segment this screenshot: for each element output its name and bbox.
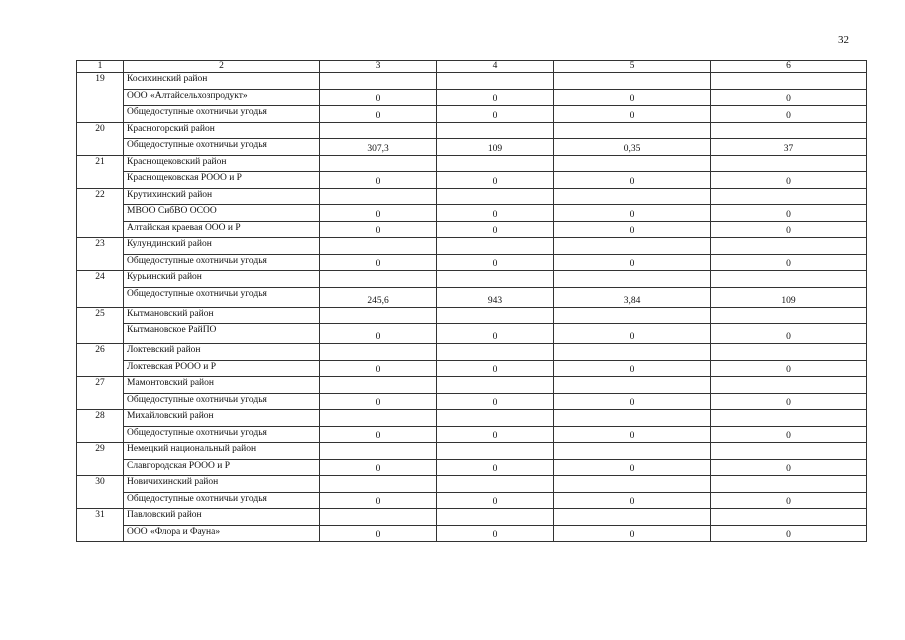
- value-cell: 0: [711, 459, 867, 476]
- value-cell: 0: [320, 89, 437, 106]
- district-name: Курьинский район: [124, 271, 320, 288]
- district-row: [77, 307, 867, 324]
- district-name: Краснощековский район: [124, 155, 320, 172]
- empty-cell: [437, 188, 554, 205]
- empty-cell: [554, 155, 711, 172]
- district-name: Кулундинский район: [124, 238, 320, 255]
- organization-row: [77, 393, 867, 410]
- value-cell: 109: [711, 287, 867, 307]
- district-row: [77, 155, 867, 172]
- empty-cell: [711, 238, 867, 255]
- value-cell: 0: [711, 221, 867, 238]
- row-number: 28: [77, 410, 124, 443]
- district-row: [77, 509, 867, 526]
- district-row: [77, 377, 867, 394]
- empty-cell: [320, 377, 437, 394]
- empty-cell: [711, 476, 867, 493]
- column-header: 2: [124, 61, 320, 73]
- row-number: 19: [77, 73, 124, 123]
- organization-row: [77, 205, 867, 222]
- value-cell: 0: [320, 205, 437, 222]
- value-cell: 307,3: [320, 139, 437, 156]
- hunting-grounds-table: [76, 60, 867, 542]
- empty-cell: [437, 344, 554, 361]
- value-cell: 0: [711, 492, 867, 509]
- district-name: Немецкий национальный район: [124, 443, 320, 460]
- empty-cell: [711, 188, 867, 205]
- column-header: 3: [320, 61, 437, 73]
- value-cell: 0: [554, 426, 711, 443]
- district-row: [77, 344, 867, 361]
- value-cell: 245,6: [320, 287, 437, 307]
- empty-cell: [554, 188, 711, 205]
- value-cell: 0: [320, 172, 437, 189]
- organization-row: [77, 89, 867, 106]
- empty-cell: [437, 122, 554, 139]
- district-row: [77, 476, 867, 493]
- empty-cell: [320, 307, 437, 324]
- empty-cell: [320, 410, 437, 427]
- value-cell: 0: [554, 106, 711, 123]
- organization-row: [77, 492, 867, 509]
- empty-cell: [320, 271, 437, 288]
- empty-cell: [554, 377, 711, 394]
- value-cell: 0: [437, 525, 554, 542]
- value-cell: 0: [437, 426, 554, 443]
- organization-name: Алтайская краевая ООО и Р: [124, 221, 320, 238]
- value-cell: 37: [711, 139, 867, 156]
- organization-name: Краснощековская РООО и Р: [124, 172, 320, 189]
- district-row: [77, 238, 867, 255]
- district-row: [77, 271, 867, 288]
- value-cell: 0: [437, 324, 554, 344]
- value-cell: 0: [320, 324, 437, 344]
- district-name: Михайловский район: [124, 410, 320, 427]
- organization-row: [77, 426, 867, 443]
- empty-cell: [711, 271, 867, 288]
- district-row: [77, 443, 867, 460]
- organization-name: Общедоступные охотничьи угодья: [124, 139, 320, 156]
- row-number: 23: [77, 238, 124, 271]
- empty-cell: [320, 238, 437, 255]
- empty-cell: [320, 188, 437, 205]
- district-row: [77, 73, 867, 90]
- value-cell: 0: [437, 254, 554, 271]
- empty-cell: [437, 509, 554, 526]
- empty-cell: [711, 122, 867, 139]
- organization-row: [77, 459, 867, 476]
- row-number: 21: [77, 155, 124, 188]
- empty-cell: [554, 307, 711, 324]
- organization-row: [77, 172, 867, 189]
- organization-name: Общедоступные охотничьи угодья: [124, 254, 320, 271]
- district-name: Новичихинский район: [124, 476, 320, 493]
- value-cell: 0: [711, 254, 867, 271]
- value-cell: 0: [437, 172, 554, 189]
- empty-cell: [320, 155, 437, 172]
- district-name: Косихинский район: [124, 73, 320, 90]
- empty-cell: [437, 443, 554, 460]
- value-cell: 0: [711, 393, 867, 410]
- empty-cell: [711, 377, 867, 394]
- empty-cell: [437, 73, 554, 90]
- organization-name: Славгородская РООО и Р: [124, 459, 320, 476]
- column-header: 4: [437, 61, 554, 73]
- value-cell: 109: [437, 139, 554, 156]
- empty-cell: [711, 73, 867, 90]
- organization-name: Общедоступные охотничьи угодья: [124, 492, 320, 509]
- row-number: 26: [77, 344, 124, 377]
- value-cell: 0: [320, 492, 437, 509]
- empty-cell: [711, 155, 867, 172]
- organization-row: [77, 254, 867, 271]
- organization-row: [77, 360, 867, 377]
- value-cell: 0: [711, 525, 867, 542]
- value-cell: 0: [320, 525, 437, 542]
- value-cell: 0: [320, 459, 437, 476]
- empty-cell: [554, 271, 711, 288]
- row-number: 25: [77, 307, 124, 344]
- value-cell: 0: [711, 426, 867, 443]
- value-cell: 0: [437, 393, 554, 410]
- value-cell: 0: [554, 221, 711, 238]
- empty-cell: [554, 73, 711, 90]
- organization-name: ООО «Алтайсельхозпродукт»: [124, 89, 320, 106]
- empty-cell: [437, 410, 554, 427]
- empty-cell: [554, 443, 711, 460]
- value-cell: 0: [554, 525, 711, 542]
- organization-row: [77, 139, 867, 156]
- value-cell: 0,35: [554, 139, 711, 156]
- empty-cell: [320, 344, 437, 361]
- value-cell: 0: [437, 89, 554, 106]
- value-cell: 0: [554, 393, 711, 410]
- empty-cell: [320, 476, 437, 493]
- value-cell: 0: [554, 254, 711, 271]
- value-cell: 0: [320, 106, 437, 123]
- district-name: Локтевский район: [124, 344, 320, 361]
- value-cell: 3,84: [554, 287, 711, 307]
- row-number: 20: [77, 122, 124, 155]
- value-cell: 0: [554, 360, 711, 377]
- value-cell: 0: [437, 492, 554, 509]
- organization-name: Общедоступные охотничьи угодья: [124, 287, 320, 307]
- empty-cell: [320, 122, 437, 139]
- value-cell: 0: [320, 393, 437, 410]
- organization-name: ООО «Флора и Фауна»: [124, 525, 320, 542]
- row-number: 27: [77, 377, 124, 410]
- organization-row: [77, 324, 867, 344]
- empty-cell: [554, 122, 711, 139]
- empty-cell: [711, 410, 867, 427]
- district-row: [77, 188, 867, 205]
- value-cell: 0: [437, 360, 554, 377]
- value-cell: 0: [320, 426, 437, 443]
- empty-cell: [437, 238, 554, 255]
- empty-cell: [554, 238, 711, 255]
- value-cell: 0: [554, 172, 711, 189]
- value-cell: 0: [554, 89, 711, 106]
- value-cell: 0: [320, 360, 437, 377]
- empty-cell: [554, 344, 711, 361]
- value-cell: 0: [320, 254, 437, 271]
- empty-cell: [437, 307, 554, 324]
- organization-row: [77, 221, 867, 238]
- empty-cell: [554, 410, 711, 427]
- value-cell: 0: [437, 221, 554, 238]
- row-number: 30: [77, 476, 124, 509]
- value-cell: 0: [711, 205, 867, 222]
- value-cell: 0: [437, 106, 554, 123]
- organization-name: Локтевская РООО и Р: [124, 360, 320, 377]
- empty-cell: [554, 509, 711, 526]
- value-cell: 0: [711, 89, 867, 106]
- value-cell: 0: [437, 205, 554, 222]
- organization-name: МВОО СибВО ОСОО: [124, 205, 320, 222]
- empty-cell: [711, 443, 867, 460]
- column-header: 5: [554, 61, 711, 73]
- empty-cell: [711, 307, 867, 324]
- row-number: 29: [77, 443, 124, 476]
- row-number: 22: [77, 188, 124, 238]
- value-cell: 0: [711, 360, 867, 377]
- empty-cell: [711, 344, 867, 361]
- column-header: 1: [77, 61, 124, 73]
- column-header: 6: [711, 61, 867, 73]
- empty-cell: [320, 509, 437, 526]
- organization-name: Общедоступные охотничьи угодья: [124, 393, 320, 410]
- district-name: Кытмановский район: [124, 307, 320, 324]
- organization-name: Общедоступные охотничьи угодья: [124, 106, 320, 123]
- district-row: [77, 122, 867, 139]
- organization-row: [77, 287, 867, 307]
- organization-row: [77, 106, 867, 123]
- empty-cell: [437, 271, 554, 288]
- value-cell: 0: [554, 492, 711, 509]
- district-row: [77, 410, 867, 427]
- value-cell: 0: [554, 459, 711, 476]
- value-cell: 0: [437, 459, 554, 476]
- row-number: 31: [77, 509, 124, 542]
- table-body: [77, 61, 867, 542]
- empty-cell: [437, 476, 554, 493]
- value-cell: 0: [554, 324, 711, 344]
- value-cell: 0: [711, 106, 867, 123]
- empty-cell: [437, 377, 554, 394]
- organization-name: Кытмановское РайПО: [124, 324, 320, 344]
- value-cell: 0: [711, 324, 867, 344]
- value-cell: 943: [437, 287, 554, 307]
- district-name: Павловский район: [124, 509, 320, 526]
- empty-cell: [437, 155, 554, 172]
- district-name: Красногорский район: [124, 122, 320, 139]
- empty-cell: [320, 73, 437, 90]
- value-cell: 0: [320, 221, 437, 238]
- column-number-row: [77, 61, 867, 73]
- organization-row: [77, 525, 867, 542]
- empty-cell: [554, 476, 711, 493]
- district-name: Мамонтовский район: [124, 377, 320, 394]
- row-number: 24: [77, 271, 124, 308]
- page-number: 32: [838, 34, 849, 46]
- district-name: Крутихинский район: [124, 188, 320, 205]
- empty-cell: [320, 443, 437, 460]
- value-cell: 0: [554, 205, 711, 222]
- organization-name: Общедоступные охотничьи угодья: [124, 426, 320, 443]
- value-cell: 0: [711, 172, 867, 189]
- empty-cell: [711, 509, 867, 526]
